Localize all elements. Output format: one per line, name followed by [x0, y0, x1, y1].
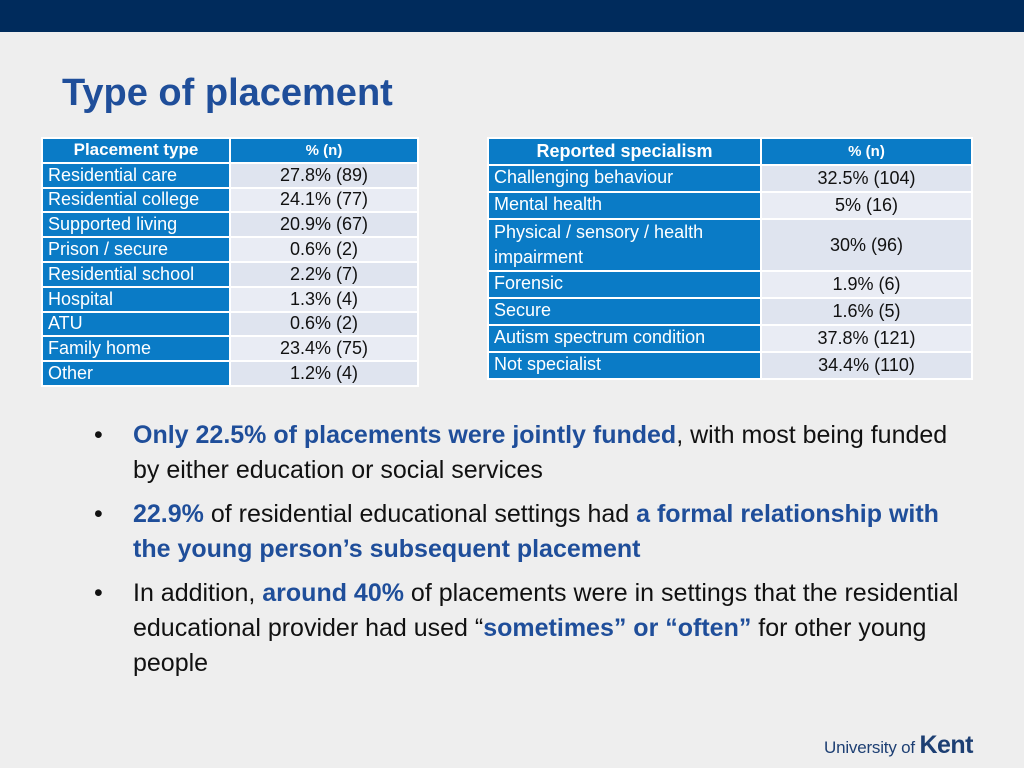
- header-placement-type: Placement type: [43, 139, 229, 162]
- table-row: [489, 220, 971, 270]
- bullet-prior-use: [94, 576, 964, 681]
- table-row: [489, 166, 971, 191]
- slide-title: Type of placement: [62, 72, 393, 114]
- logo-text-kent: Kent: [919, 731, 974, 759]
- table-row: [489, 272, 971, 297]
- row-value: 1.6% (5): [762, 299, 971, 324]
- row-value: 0.6% (2): [231, 238, 417, 261]
- university-of-kent-logo: [824, 731, 973, 760]
- row-label: Supported living: [43, 213, 229, 236]
- top-banner: [0, 0, 1024, 32]
- row-label: Challenging behaviour: [489, 166, 760, 191]
- row-label: Residential college: [43, 189, 229, 212]
- row-value: 2.2% (7): [231, 263, 417, 286]
- table-row: [43, 288, 417, 311]
- header-reported-specialism: Reported specialism: [489, 139, 760, 164]
- row-label: Secure: [489, 299, 760, 324]
- bullet-highlight: sometimes” or “often”: [483, 614, 752, 642]
- logo-text-university-of: University of: [824, 738, 920, 757]
- row-label: Residential care: [43, 164, 229, 187]
- row-label: ATU: [43, 313, 229, 336]
- table-row: [43, 337, 417, 360]
- row-value: 24.1% (77): [231, 189, 417, 212]
- bullet-text: for other young people: [133, 614, 927, 677]
- row-value: 20.9% (67): [231, 213, 417, 236]
- row-label: Other: [43, 362, 229, 385]
- row-label: Residential school: [43, 263, 229, 286]
- row-label: Physical / sensory / health impairment: [489, 220, 760, 270]
- row-value: 37.8% (121): [762, 326, 971, 351]
- table-header-row: [489, 139, 971, 164]
- row-value: 34.4% (110): [762, 353, 971, 378]
- row-value: 32.5% (104): [762, 166, 971, 191]
- row-label: Not specialist: [489, 353, 760, 378]
- table-row: [489, 353, 971, 378]
- row-label: Prison / secure: [43, 238, 229, 261]
- table-row: [43, 213, 417, 236]
- row-value: 30% (96): [762, 220, 971, 270]
- placement-type-table: [41, 137, 419, 387]
- bullet-highlight: Only 22.5% of placements were jointly funded: [133, 421, 677, 449]
- bullet-text: In addition,: [133, 579, 263, 607]
- row-value: 0.6% (2): [231, 313, 417, 336]
- row-value: 5% (16): [762, 193, 971, 218]
- bullet-text: of placements were in settings that the residential educational provider had used “: [133, 579, 959, 642]
- table-row: [43, 362, 417, 385]
- row-label: Family home: [43, 337, 229, 360]
- row-value: 1.3% (4): [231, 288, 417, 311]
- table-header-row: [43, 139, 417, 162]
- header-percent-n: % (n): [762, 139, 971, 164]
- bullet-joint-funding: [94, 418, 964, 488]
- bullet-highlight: a formal relationship with the young person’s subsequent placement: [133, 500, 939, 563]
- bullet-text: of residential educational settings had: [203, 500, 637, 528]
- table-row: [43, 238, 417, 261]
- bullet-formal-relationship: [94, 497, 964, 567]
- table-row: [43, 189, 417, 212]
- reported-specialism-table: [487, 137, 973, 380]
- key-findings-list: [94, 418, 964, 690]
- table-row: [43, 164, 417, 187]
- row-value: 1.2% (4): [231, 362, 417, 385]
- bullet-highlight: 22.9%: [133, 500, 204, 528]
- row-value: 27.8% (89): [231, 164, 417, 187]
- row-label: Mental health: [489, 193, 760, 218]
- header-percent-n: % (n): [231, 139, 417, 162]
- bullet-text: , with most being funded by either education or social services: [133, 421, 948, 484]
- row-value: 23.4% (75): [231, 337, 417, 360]
- table-row: [489, 326, 971, 351]
- table-row: [43, 313, 417, 336]
- bullet-highlight: around 40%: [262, 579, 404, 607]
- row-value: 1.9% (6): [762, 272, 971, 297]
- table-row: [489, 193, 971, 218]
- table-row: [489, 299, 971, 324]
- row-label: Forensic: [489, 272, 760, 297]
- table-row: [43, 263, 417, 286]
- row-label: Autism spectrum condition: [489, 326, 760, 351]
- row-label: Hospital: [43, 288, 229, 311]
